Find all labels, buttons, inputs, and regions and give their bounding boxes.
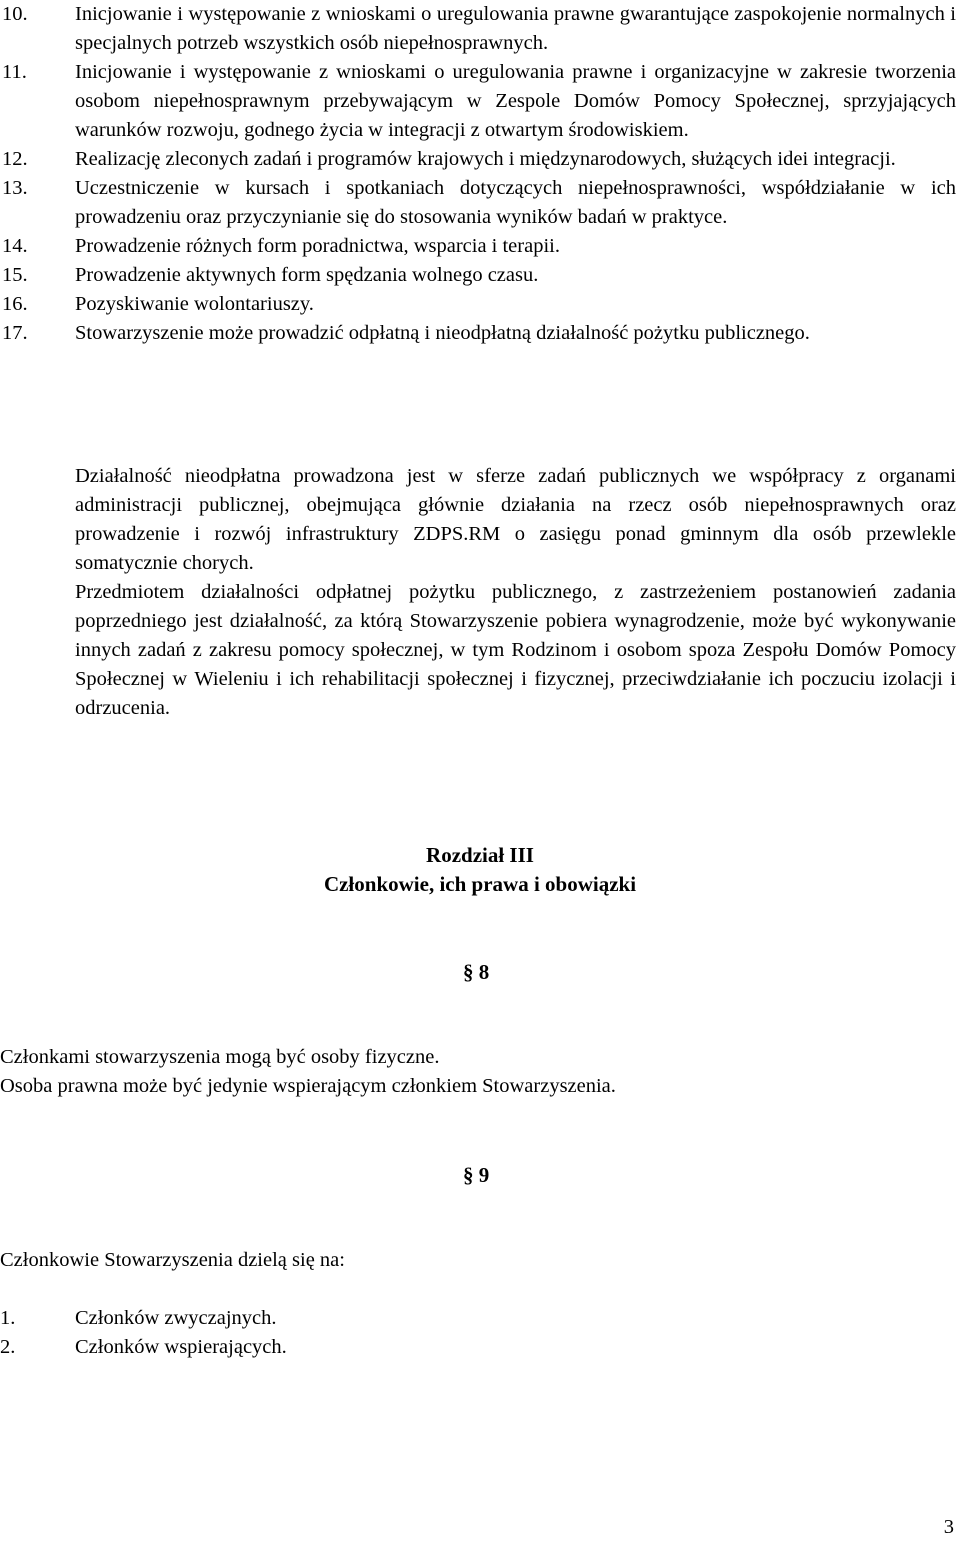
list-item xyxy=(2,319,956,348)
list-item-text: Pozyskiwanie wolontariuszy. xyxy=(75,293,314,315)
numbered-list xyxy=(2,0,956,348)
section-8-line: Członkami stowarzyszenia mogą być osoby fizyczne. xyxy=(0,1046,440,1068)
list-item-number: 10. xyxy=(2,3,28,25)
section-9-heading: § 9 xyxy=(463,1163,490,1187)
chapter-title: Członkowie, ich prawa i obowiązki xyxy=(323,872,637,896)
list-item-number: 16. xyxy=(2,293,28,315)
list-item-text: Stowarzyszenie może prowadzić odpłatną i nieodpłatną działalność pożytku publicznego. xyxy=(75,322,810,344)
list-item xyxy=(2,290,956,319)
paid-activity-paragraph: Przedmiotem działalności odpłatnej pożytku publicznego, z zastrzeżeniem postanowień zadania poprzedniego jest działalność, za którą Stowarzyszenie pobiera wynagrodzenie, może być wykonywanie innych zadań z zakresu pomocy społecznej, w tym Rodzinom i osobom spoza Zespołu Domów Pomocy Społecznej w Wieleniu i ich rehabilitacji społecznej i fizycznej, przeciwdziałanie ich poczuciu izolacji i odrzucenia. xyxy=(75,581,956,719)
free-activity-paragraph: Działalność nieodpłatna prowadzona jest w sferze zadań publicznych we współpracy z organami administracji publicznej, obejmująca głównie działania na rzecz osób niepełnosprawnych oraz prowadzenie i rozwój infrastruktury ZDPS.RM o zasięgu ponad gminnym dla osób przewlekle somatycznie chorych. xyxy=(75,465,956,574)
list-item-number: 17. xyxy=(2,322,28,344)
list-item-number: 11. xyxy=(2,61,27,83)
list-item xyxy=(2,232,956,261)
list-item xyxy=(2,0,956,58)
list-item-text: Inicjowanie i występowanie z wnioskami o uregulowania prawne i organizacyjne w zakresie tworzenia osobom niepełnosprawnym przebywającym w Zespole Domów Pomocy Społecznej, sprzyjających warunków rozwoju, godnego życia w integracji z otwartym środowiskiem. xyxy=(75,61,956,141)
list-item-number: 15. xyxy=(2,264,28,286)
list-item-number: 12. xyxy=(2,148,28,170)
list-item-text: Prowadzenie aktywnych form spędzania wolnego czasu. xyxy=(75,264,539,286)
list-item-text: Inicjowanie i występowanie z wnioskami o uregulowania prawne gwarantujące zaspokojenie normalnych i specjalnych potrzeb wszystkich osób niepełnosprawnych. xyxy=(75,3,956,54)
list-item xyxy=(2,174,956,232)
list-item-text: Realizację zleconych zadań i programów krajowych i międzynarodowych, służących idei integracji. xyxy=(75,148,896,170)
list-item xyxy=(2,58,956,145)
list-item-text: Członków zwyczajnych. xyxy=(75,1307,277,1329)
list-item xyxy=(0,1333,287,1362)
list-item-text: Uczestniczenie w kursach i spotkaniach dotyczących niepełnosprawności, współdziałanie w ich prowadzeniu oraz przyczynianie się do stosowania wyników badań w praktyce. xyxy=(75,177,956,228)
list-item-text: Prowadzenie różnych form poradnictwa, wsparcia i terapii. xyxy=(75,235,560,257)
list-item-number: 13. xyxy=(2,177,28,199)
section-9-intro: Członkowie Stowarzyszenia dzielą się na: xyxy=(0,1249,345,1271)
list-item-number: 2. xyxy=(0,1336,16,1358)
member-types-list xyxy=(0,1304,287,1362)
page-number: 3 xyxy=(943,1516,954,1538)
list-item-number: 14. xyxy=(2,235,28,257)
chapter-number: Rozdział III xyxy=(426,843,534,867)
list-item xyxy=(2,261,956,290)
list-item-text: Członków wspierających. xyxy=(75,1336,287,1358)
list-item-number: 1. xyxy=(0,1307,16,1329)
section-8-heading: § 8 xyxy=(463,960,490,984)
section-8-line: Osoba prawna może być jedynie wspierającym członkiem Stowarzyszenia. xyxy=(0,1075,616,1097)
list-item xyxy=(0,1304,287,1333)
list-item xyxy=(2,145,956,174)
